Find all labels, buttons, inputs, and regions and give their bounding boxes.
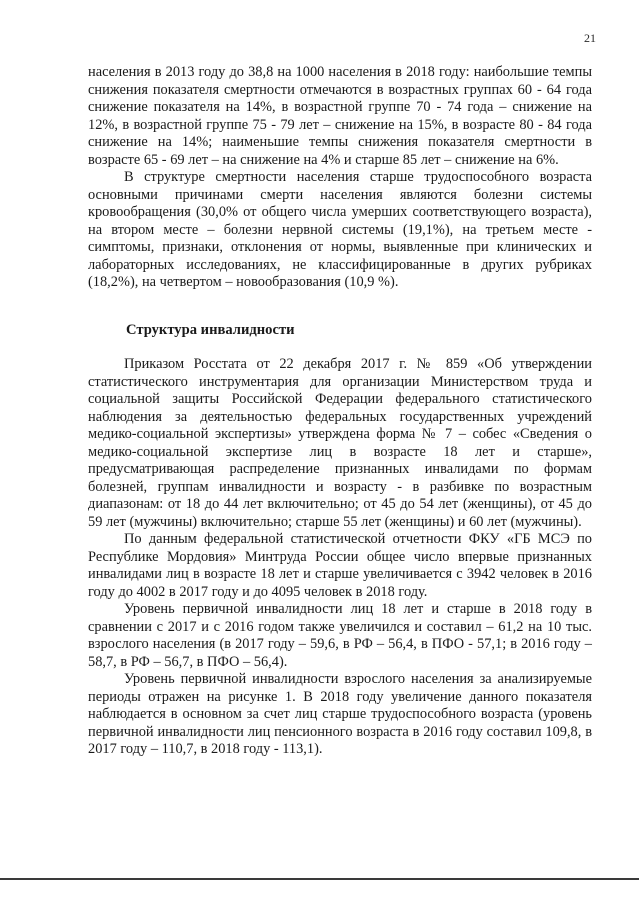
paragraph-disability-count: По данным федеральной статистической отчетности ФКУ «ГБ МСЭ по Республике Мордовия» Минтруда России общее число впервые признанных инвалидами лиц в возрасте 18 лет и старше увеличивается с 3942 человек в 2016 году до 4002 в 2017 году и до 4095 человек в 2018 году. bbox=[88, 531, 592, 600]
paragraph-disability-figure: Уровень первичной инвалидности взрослого населения за анализируемые периоды отражен на рисунке 1. В 2018 году увеличение данного показателя наблюдается в основном за счет лиц старше трудоспособного возраста (уровень первичной инвалидности лиц пенсионного возраста в 2016 году составил 109,8, в 2017 году – 110,7, в 2018 году - 113,1). bbox=[88, 671, 592, 757]
text-block-bottom bbox=[88, 356, 592, 759]
paragraph-rosstat-order: Приказом Росстата от 22 декабря 2017 г. № 859 «Об утверждении статистического инструментария для организации Министерством труда и социальной защиты Российской Федерации федерального статистического наблюдения за деятельностью федеральных государственных учреждений медико-социальной экспертизы» утверждена форма № 7 – собес «Сведения о медико-социальной экспертизе лиц в возрасте 18 лет и старше», предусматривающая распределение признанных инвалидами по формам болезней, группам инвалидности и возрасту - в разбивке по возрастным диапазонам: от 18 до 44 лет включительно; от 45 до 54 лет (женщины), от 45 до 59 лет (мужчины) включительно; старше 55 лет (женщины) и 60 лет (мужчины). bbox=[88, 356, 592, 530]
paragraph-mortality-causes: В структуре смертности населения старше трудоспособного возраста основными причинами смерти населения являются болезни системы кровообращения (30,0% от общего числа умерших соответствующего возраста), на втором месте – болезни нервной системы (19,1%), на третьем месте - симптомы, признаки, отклонения от нормы, выявленные при клинических и лабораторных исследованиях, не классифицированные в других рубриках (18,2%), на четвертом – новообразования (10,9 %). bbox=[88, 169, 592, 290]
section-heading: Структура инвалидности bbox=[126, 322, 295, 338]
paragraph-disability-level: Уровень первичной инвалидности лиц 18 лет и старше в 2018 году в сравнении с 2017 и с 2016 годом также увеличился и составил – 61,2 на 10 тыс. взрослого населения (в 2017 году – 59,6, в РФ – 56,4, в ПФО - 57,1; в 2016 году – 58,7, в РФ – 56,7, в ПФО – 56,4). bbox=[88, 601, 592, 670]
text-block-top bbox=[88, 64, 592, 292]
page-number: 21 bbox=[584, 31, 596, 45]
bottom-edge-line bbox=[0, 878, 639, 880]
paragraph-mortality-decline: населения в 2013 году до 38,8 на 1000 населения в 2018 году: наибольшие темпы снижения показателя смертности отмечаются в возрастных группах 60 - 64 года снижение показателя на 14%, в возрастной группе 70 - 74 года – снижение на 12%, в возрастной группе 75 - 79 лет – снижение на 15%, в возрасте 80 - 84 года снижение на 14%; наименьшие темпы снижения показателя смертности в возрасте 65 - 69 лет – на снижение на 4% и старше 85 лет – снижение на 6%. bbox=[88, 64, 592, 168]
